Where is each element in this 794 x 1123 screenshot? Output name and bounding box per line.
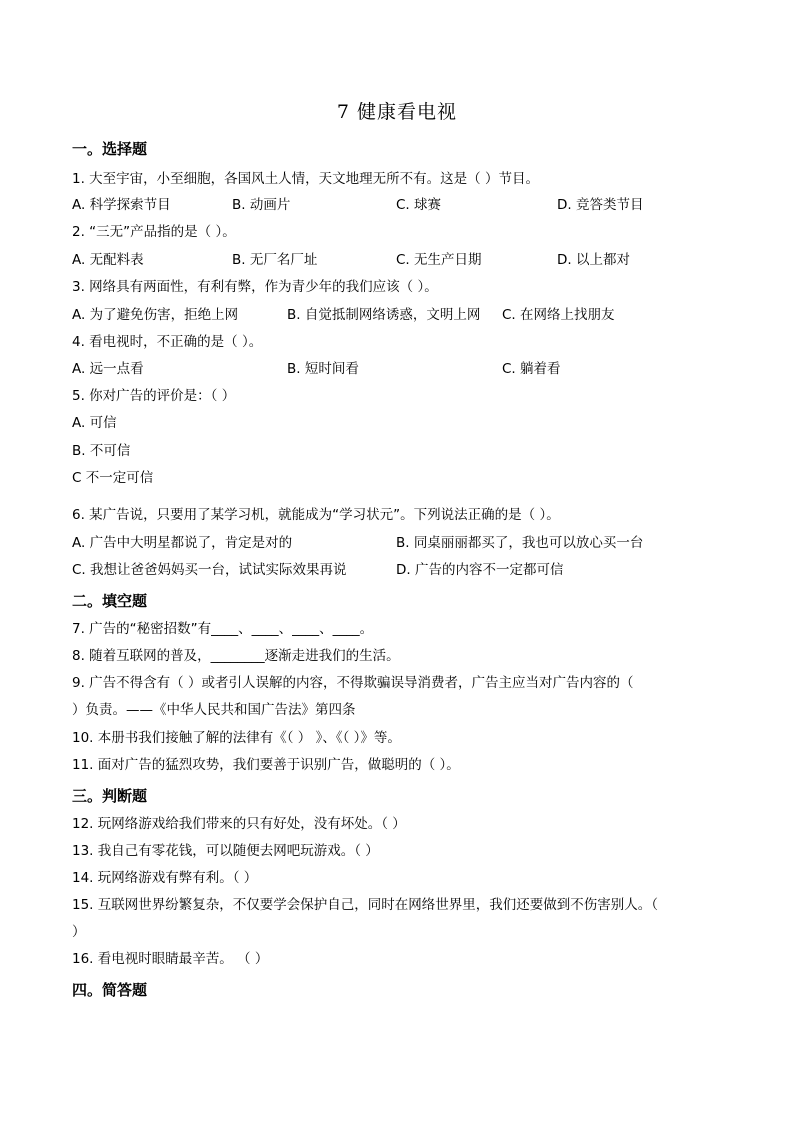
question-6-option-b: B. 同桌丽丽都买了，我也可以放心买一台 — [396, 535, 644, 551]
question-2-option-a: A. 无配料表 — [72, 252, 144, 268]
question-5-stem: 5. 你对广告的评价是：（ ） — [72, 388, 236, 404]
question-9-line-1: 9. 广告不得含有（ ）或者引人误解的内容，不得欺骗误导消费者，广告主应当对广告内容的（ — [72, 675, 634, 691]
question-1-stem: 1. 大至宇宙，小至细胞，各国风土人情，天文地理无所不有。这是（ ）节目。 — [72, 171, 539, 187]
question-1-option-d: D. 竞答类节目 — [557, 197, 644, 213]
question-8: 8. 随着互联网的普及，________逐渐走进我们的生活。 — [72, 648, 400, 664]
question-6-option-d: D. 广告的内容不一定都可信 — [396, 562, 564, 578]
question-15-line-2: ） — [72, 924, 86, 940]
question-3-option-a: A. 为了避免伤害，拒绝上网 — [72, 307, 239, 323]
section-heading-judge: 三。判断题 — [72, 787, 148, 805]
question-4-option-a: A. 远一点看 — [72, 361, 144, 377]
question-3-option-b: B. 自觉抵制网络诱惑，文明上网 — [287, 307, 481, 323]
question-4-option-b: B. 短时间看 — [287, 361, 359, 377]
question-2-stem: 2. “三无”产品指的是（ ）。 — [72, 224, 236, 240]
question-10: 10. 本册书我们接触了解的法律有《（ ） 》、《（ ）》等。 — [72, 730, 401, 746]
question-6-stem: 6. 某广告说，只要用了某学习机，就能成为“学习状元”。下列说法正确的是（ ）。 — [72, 507, 560, 523]
question-16: 16. 看电视时眼睛最辛苦。 （ ） — [72, 951, 269, 967]
question-5-option-c: C 不一定可信 — [72, 470, 154, 486]
page-title: 7 健康看电视 — [336, 101, 458, 123]
question-1-option-b: B. 动画片 — [232, 197, 291, 213]
section-heading-fill: 二。填空题 — [72, 592, 148, 610]
question-1-option-a: A. 科学探索节目 — [72, 197, 171, 213]
question-11: 11. 面对广告的猛烈攻势，我们要善于识别广告，做聪明的（ ）。 — [72, 757, 460, 773]
question-13: 13. 我自己有零花钱，可以随便去网吧玩游戏。（ ） — [72, 843, 379, 859]
question-6-option-a: A. 广告中大明星都说了，肯定是对的 — [72, 535, 293, 551]
question-3-stem: 3. 网络具有两面性，有利有弊，作为青少年的我们应该（ ）。 — [72, 279, 438, 295]
question-5-option-b: B. 不可信 — [72, 443, 131, 459]
question-4-option-c: C. 躺着看 — [502, 361, 561, 377]
question-4-stem: 4. 看电视时，不正确的是（ ）。 — [72, 334, 263, 350]
question-3-option-c: C. 在网络上找朋友 — [502, 307, 615, 323]
question-12: 12. 玩网络游戏给我们带来的只有好处，没有坏处。（ ） — [72, 816, 406, 832]
question-1-option-c: C. 球赛 — [396, 197, 442, 213]
section-heading-choice: 一。选择题 — [72, 140, 148, 158]
question-2-option-c: C. 无生产日期 — [396, 252, 482, 268]
question-2-option-d: D. 以上都对 — [557, 252, 630, 268]
question-9-line-2: ）负责。——《中华人民共和国广告法》第四条 — [72, 702, 356, 718]
question-14: 14. 玩网络游戏有弊有利。（ ） — [72, 870, 258, 886]
question-2-option-b: B. 无厂名厂址 — [232, 252, 318, 268]
section-heading-short-answer: 四。简答题 — [72, 981, 148, 999]
question-15-line-1: 15. 互联网世界纷繁复杂，不仅要学会保护自己，同时在网络世界里，我们还要做到不伤害别人。（ — [72, 897, 659, 913]
question-6-option-c: C. 我想让爸爸妈妈买一台，试试实际效果再说 — [72, 562, 347, 578]
question-7: 7. 广告的“秘密招数”有____、____、____、____。 — [72, 621, 374, 637]
question-5-option-a: A. 可信 — [72, 415, 117, 431]
